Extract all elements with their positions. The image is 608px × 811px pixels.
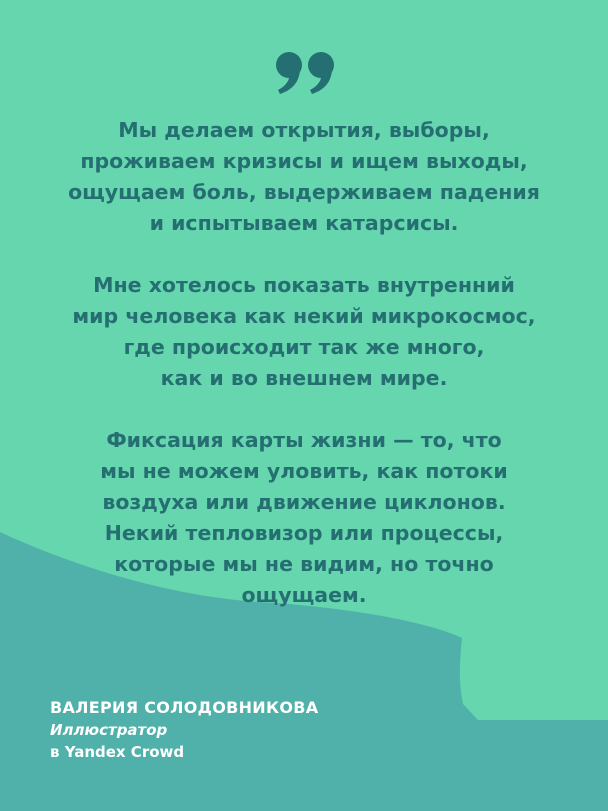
author-role: Иллюстратор <box>50 721 168 739</box>
quote-paragraph: Фиксация карты жизни — то, что мы не можем уловить, как потоки воздуха или движение циклонов. Некий тепловизор или процессы, которые мы не видим, но точно ощущаем. <box>100 428 508 607</box>
author-name: ВАЛЕРИЯ СОЛОДОВНИКОВА <box>50 698 319 717</box>
author-company: в Yandex Crowd <box>50 743 185 761</box>
quote-paragraph: Мы делаем открытия, выборы, проживаем кризисы и ищем выходы, ощущаем боль, выдерживаем падения и испытываем катарсисы. <box>68 118 540 235</box>
quote-paragraph: Мне хотелось показать внутренний мир человека как некий микрокосмос, где происходит так же много, как и во внешнем мире. <box>72 273 536 390</box>
quote-icon <box>270 48 340 98</box>
author-block <box>50 697 318 763</box>
quote-text <box>40 115 568 642</box>
